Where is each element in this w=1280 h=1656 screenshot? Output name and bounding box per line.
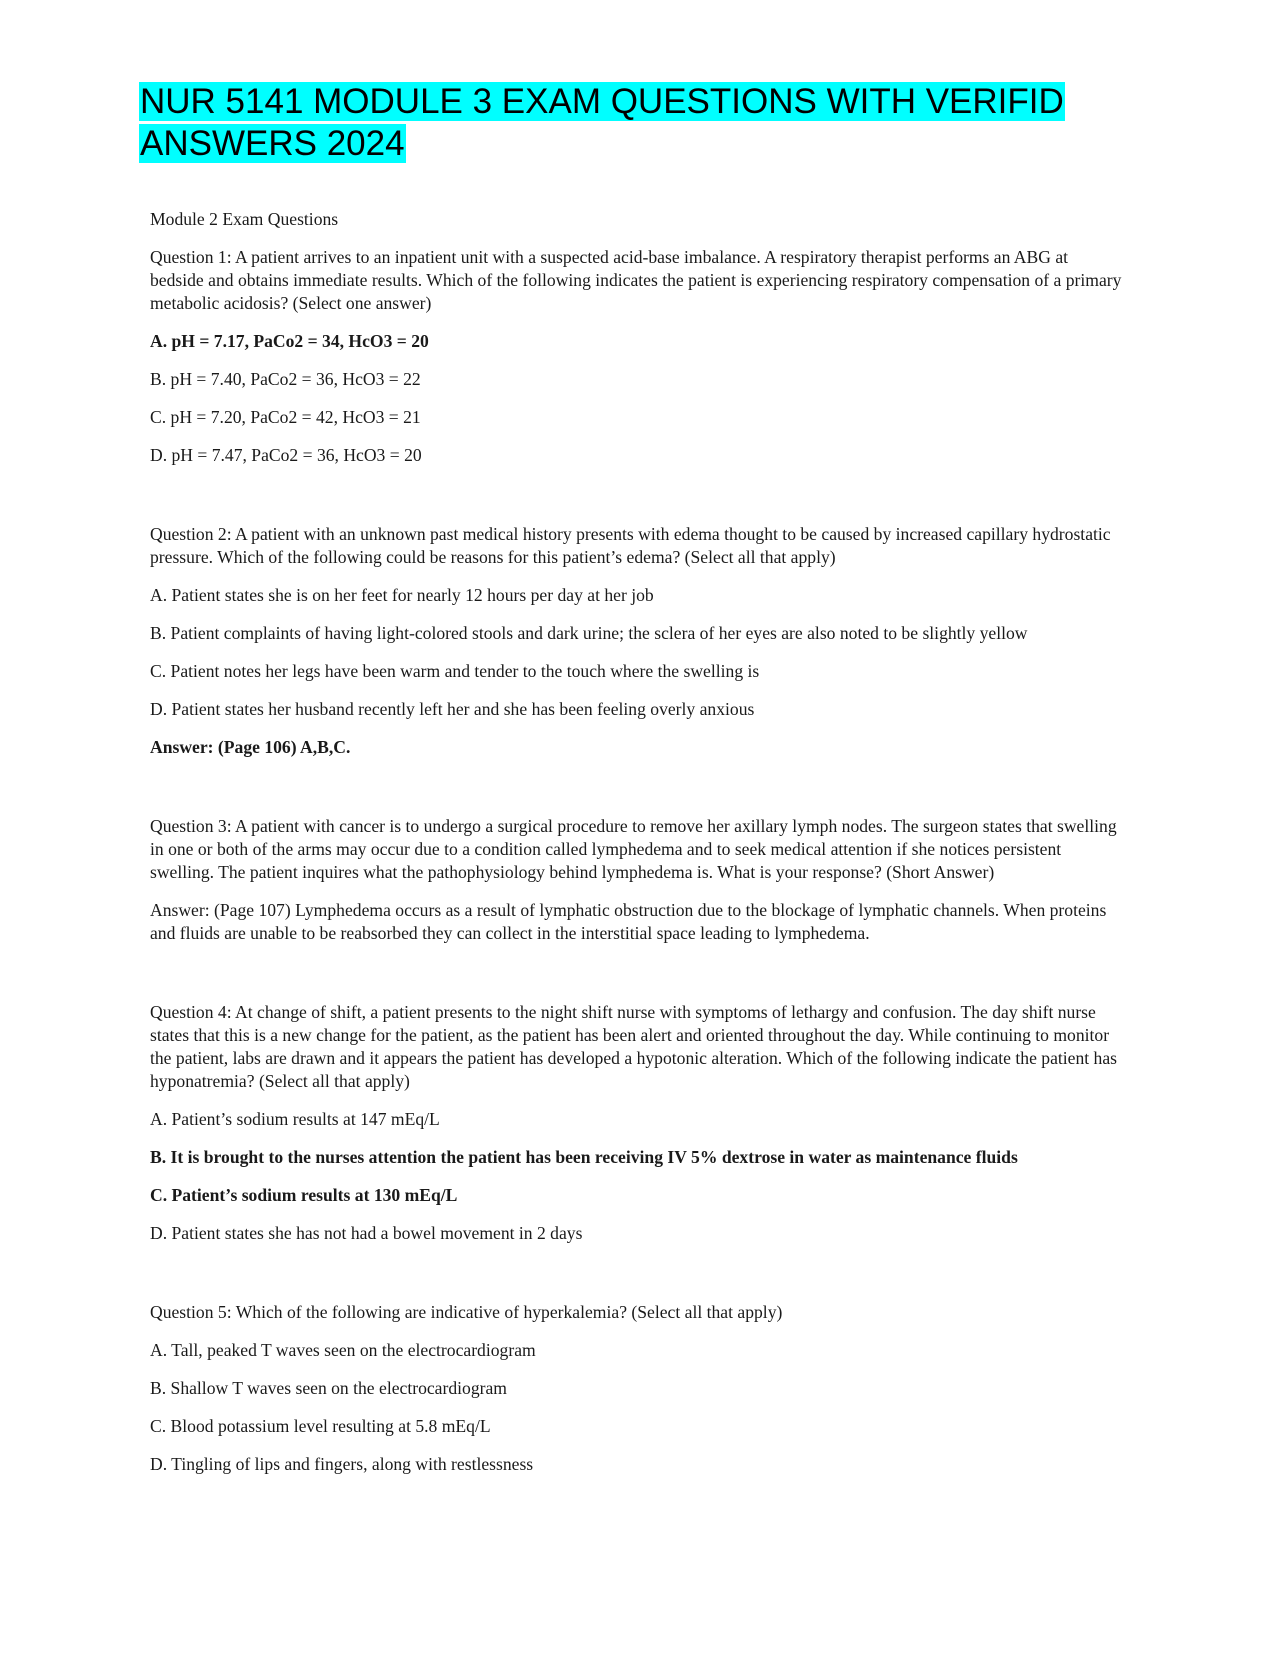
question-4-option-c: C. Patient’s sodium results at 130 mEq/L (150, 1185, 458, 1205)
question-2-option-d: D. Patient states her husband recently left her and she has been feeling overly anxious (150, 699, 755, 719)
question-2-text: Question 2: A patient with an unknown past medical history presents with edema thought to be caused by increased capillary hydrostatic pressure. Which of the following could be reasons for this patient’s edema? (Select all that apply) (150, 524, 1111, 567)
question-2-option-c: C. Patient notes her legs have been warm and tender to the touch where the swelling is (150, 661, 760, 681)
question-5-option-c: C. Blood potassium level resulting at 5.8 mEq/L (150, 1416, 491, 1436)
question-3-text: Question 3: A patient with cancer is to undergo a surgical procedure to remove her axillary lymph nodes. The surgeon states that swelling in one or both of the arms may occur due to a condition called lymphedema and to seek medical attention if she notices persistent swelling. The patient inquires what the pathophysiology behind lymphedema is. What is your response? (Short Answer) (150, 816, 1117, 882)
question-5-option-b: B. Shallow T waves seen on the electrocardiogram (150, 1378, 507, 1398)
question-1-option-b: B. pH = 7.40, PaCo2 = 36, HcO3 = 22 (150, 369, 421, 389)
question-2-answer: Answer: (Page 106) A,B,C. (150, 737, 351, 757)
question-1-text: Question 1: A patient arrives to an inpatient unit with a suspected acid-base imbalance. A respiratory therapist performs an ABG at bedside and obtains immediate results. Which of the following indicates the patient is experiencing respiratory compensation of a primary metabolic acidosis? (Select one answer) (150, 247, 1122, 313)
question-4-option-d: D. Patient states she has not had a bowel movement in 2 days (150, 1223, 583, 1243)
title-line-1: NUR 5141 MODULE 3 EXAM QUESTIONS WITH VERIFID (140, 82, 1064, 121)
question-5-option-a: A. Tall, peaked T waves seen on the electrocardiogram (150, 1340, 536, 1360)
document-title (139, 81, 1119, 165)
question-2-option-a: A. Patient states she is on her feet for nearly 12 hours per day at her job (150, 585, 654, 605)
question-1-option-c: C. pH = 7.20, PaCo2 = 42, HcO3 = 21 (150, 407, 421, 427)
document-body (150, 208, 1125, 1476)
question-4-option-a: A. Patient’s sodium results at 147 mEq/L (150, 1109, 440, 1129)
question-5-text: Question 5: Which of the following are indicative of hyperkalemia? (Select all that apply) (150, 1302, 783, 1322)
question-5-option-d: D. Tingling of lips and fingers, along with restlessness (150, 1454, 534, 1474)
question-4-option-b: B. It is brought to the nurses attention the patient has been receiving IV 5% dextrose in water as maintenance fluids (150, 1147, 1018, 1167)
title-line-2: ANSWERS 2024 (140, 124, 405, 163)
section-heading: Module 2 Exam Questions (150, 209, 339, 229)
question-3-answer: Answer: (Page 107) Lymphedema occurs as a result of lymphatic obstruction due to the blockage of lymphatic channels. When proteins and fluids are unable to be reabsorbed they can collect in the interstitial space leading to lymphedema. (150, 900, 1107, 943)
question-4-text: Question 4: At change of shift, a patient presents to the night shift nurse with symptoms of lethargy and confusion. The day shift nurse states that this is a new change for the patient, as the patient has been alert and oriented throughout the day. While continuing to monitor the patient, labs are drawn and it appears the patient has developed a hypotonic alteration. Which of the following indicate the patient has hyponatremia? (Select all that apply) (150, 1002, 1118, 1091)
question-1-option-a: A. pH = 7.17, PaCo2 = 34, HcO3 = 20 (150, 331, 429, 351)
question-1-option-d: D. pH = 7.47, PaCo2 = 36, HcO3 = 20 (150, 445, 422, 465)
question-2-option-b: B. Patient complaints of having light-colored stools and dark urine; the sclera of her eyes are also noted to be slightly yellow (150, 623, 1028, 643)
